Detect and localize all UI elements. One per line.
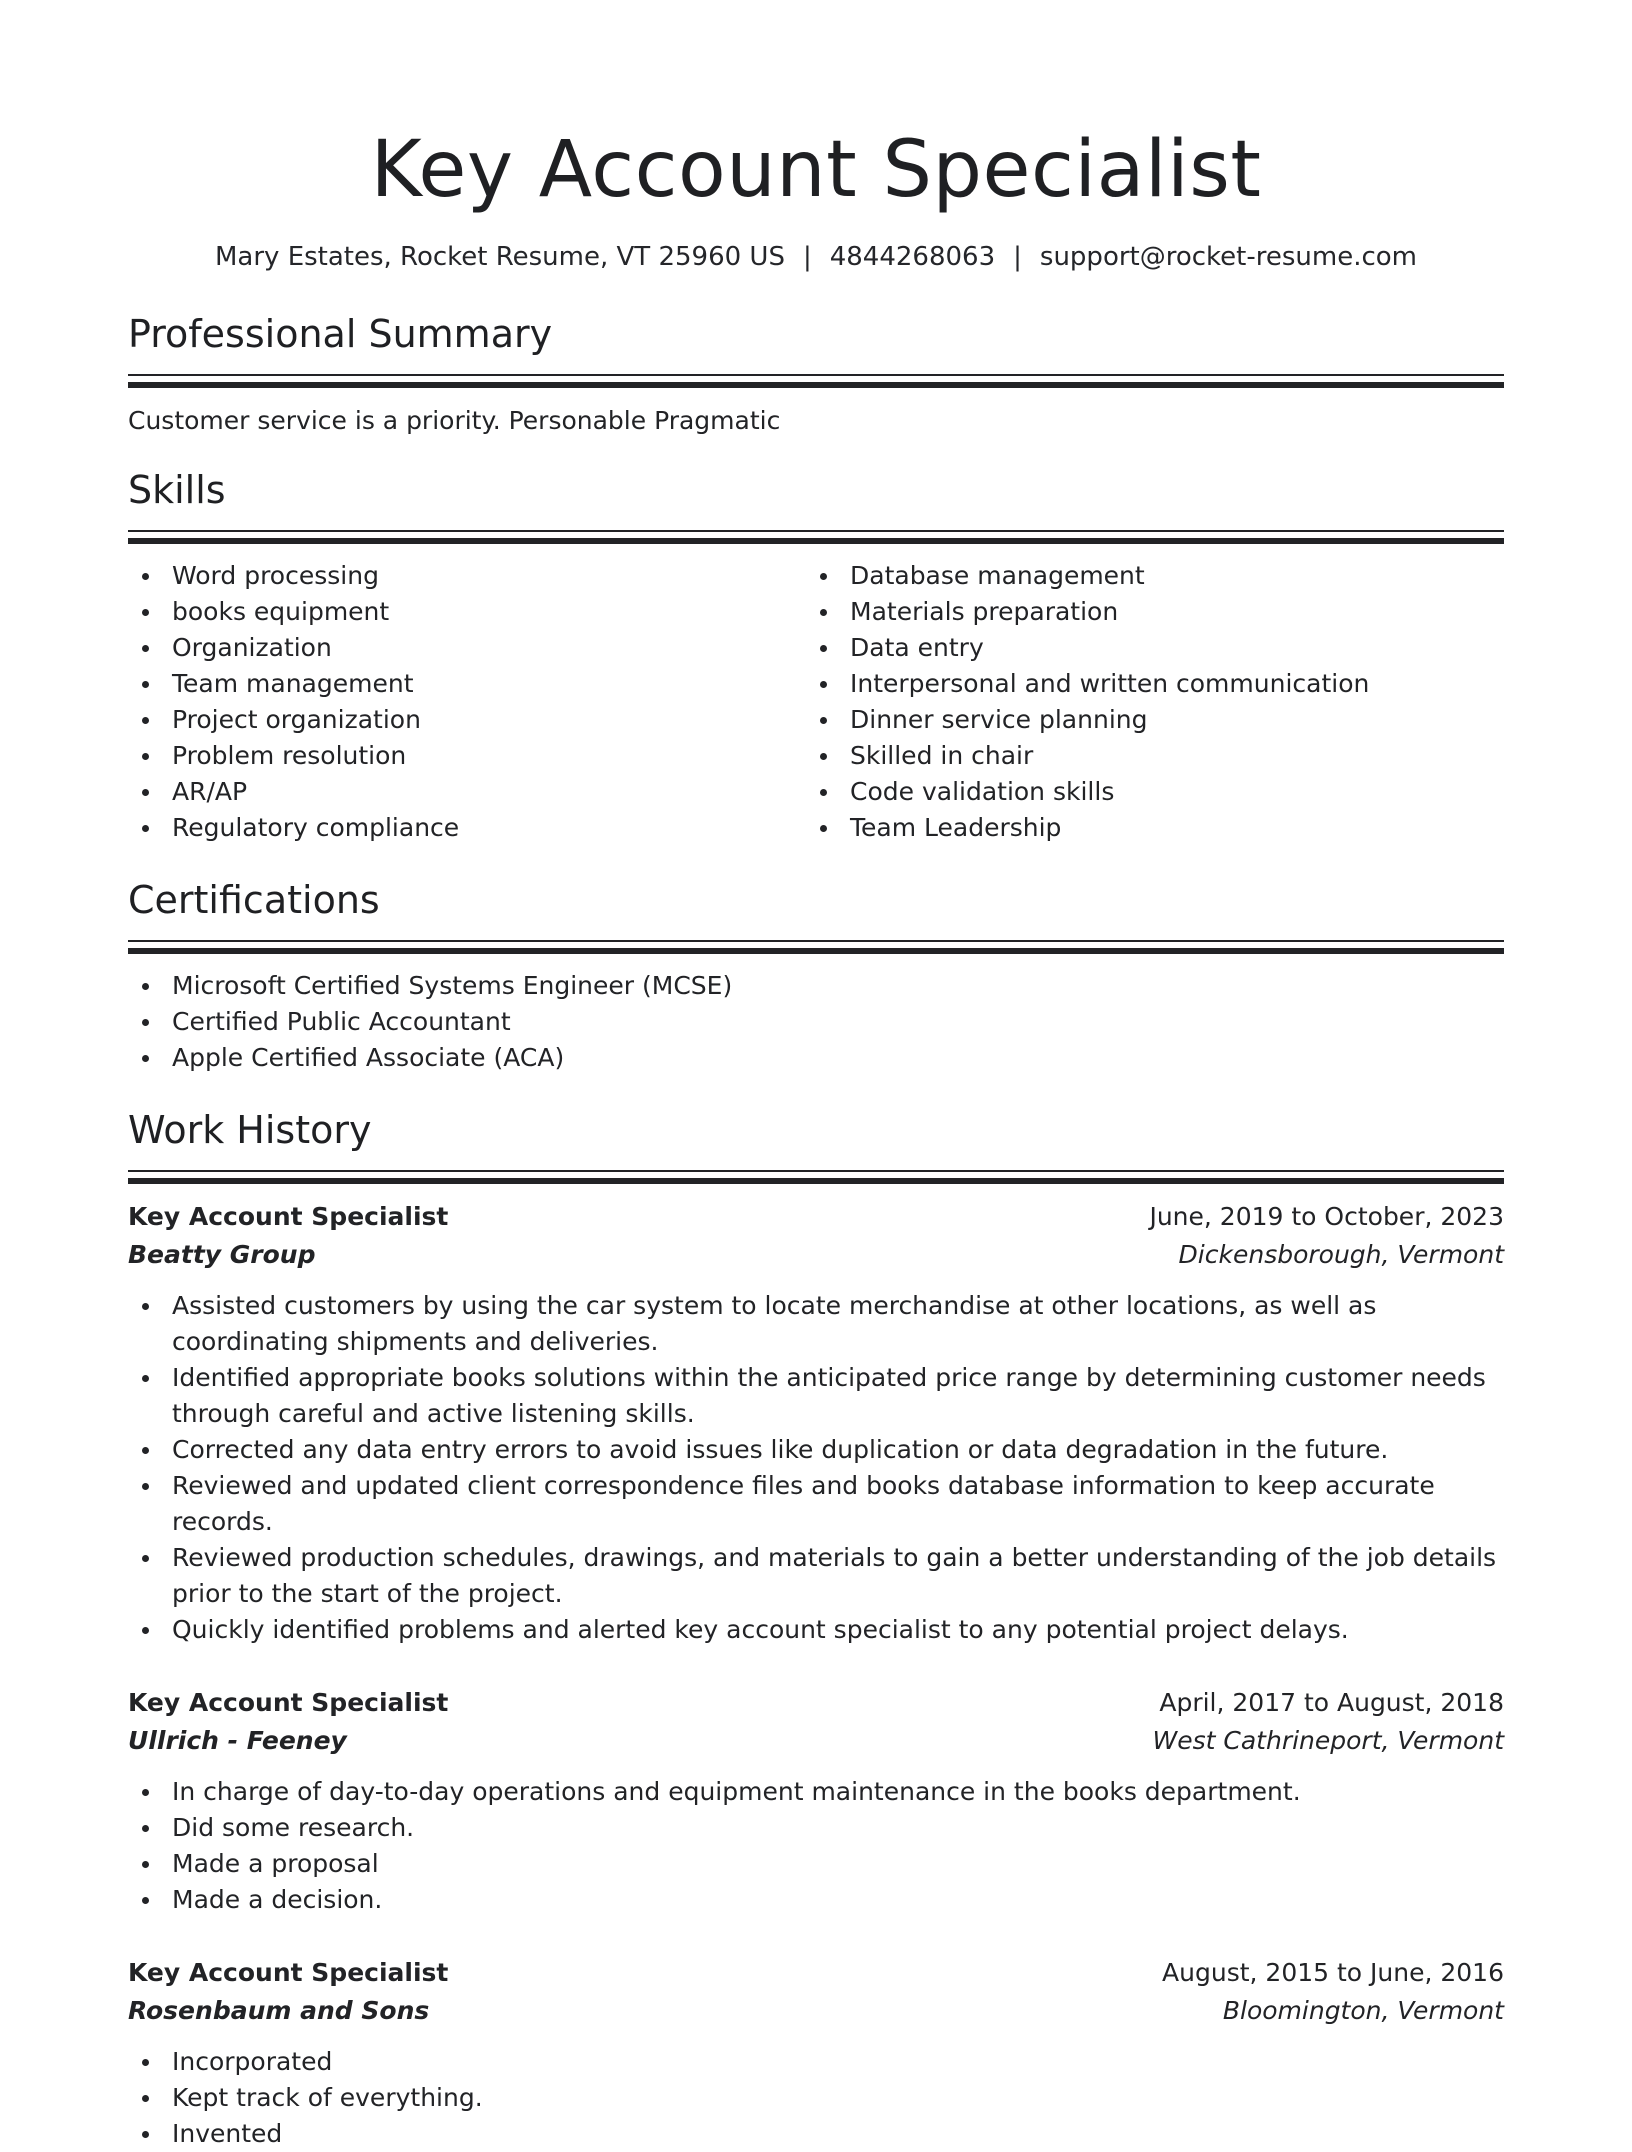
summary-heading: Professional Summary [128,312,553,356]
job-dates: June, 2019 to October, 2023 [1149,1202,1504,1231]
certifications-section [128,876,1504,1076]
skill-item: Project organization [128,702,806,738]
certification-item: Certified Public Accountant [128,1004,1504,1040]
section-rule-thick [128,1178,1504,1184]
skill-item: Team Leadership [806,810,1484,846]
skills-section [128,466,1504,846]
skills-columns [128,558,1504,846]
skill-item: Regulatory compliance [128,810,806,846]
certification-item: Microsoft Certified Systems Engineer (MCSE) [128,968,1504,1004]
section-rule-thin [128,530,1504,532]
job-entry [128,1684,1504,1918]
job-bullet: Made a proposal [128,1846,1504,1882]
job-dates: April, 2017 to August, 2018 [1159,1688,1504,1717]
section-rule-thin [128,940,1504,942]
job-bullet: Identified appropriate books solutions within the anticipated price range by determining customer needs through careful and active listening skills. [128,1360,1504,1432]
job-company: Beatty Group [128,1240,316,1269]
candidate-name: Key Account Specialist [370,125,1262,215]
job-entry [128,1954,1504,2152]
job-header-row [128,1954,1504,1992]
job-bullet: Did some research. [128,1810,1504,1846]
skills-list-left [128,558,806,846]
work-history-section [128,1106,1504,2152]
job-company-row [128,1992,1504,2030]
job-company-row [128,1236,1504,1274]
job-entry [128,1198,1504,1648]
job-bullet: Quickly identified problems and alerted key account specialist to any potential project delays. [128,1612,1504,1648]
job-bullets [128,1288,1504,1648]
job-header-row [128,1198,1504,1236]
skill-item: Skilled in chair [806,738,1484,774]
job-dates: August, 2015 to June, 2016 [1162,1958,1504,1987]
skill-item: Problem resolution [128,738,806,774]
job-title: Key Account Specialist [128,1688,449,1717]
job-bullet: Corrected any data entry errors to avoid issues like duplication or data degradation in the future. [128,1432,1504,1468]
certifications-list [128,968,1504,1076]
job-bullets [128,2044,1504,2152]
job-title: Key Account Specialist [128,1202,449,1231]
job-bullet: Incorporated [128,2044,1504,2080]
skill-item: Materials preparation [806,594,1484,630]
job-bullet: Assisted customers by using the car system to locate merchandise at other locations, as well as coordinating shipments and deliveries. [128,1288,1504,1360]
job-bullet: Kept track of everything. [128,2080,1504,2116]
skill-item: Word processing [128,558,806,594]
contact-separator: | [1013,242,1022,272]
certification-item: Apple Certified Associate (ACA) [128,1040,1504,1076]
contact-line [128,240,1504,274]
job-bullet: Reviewed production schedules, drawings, and materials to gain a better understanding of the job details prior to the start of the project. [128,1540,1504,1612]
section-rule-thin [128,1170,1504,1172]
job-title: Key Account Specialist [128,1958,449,1987]
job-bullet: Made a decision. [128,1882,1504,1918]
job-bullet: Invented [128,2116,1504,2152]
work-history-heading: Work History [128,1108,372,1152]
job-company: Ullrich - Feeney [128,1726,347,1755]
contact-separator: | [802,242,812,272]
skill-item: Dinner service planning [806,702,1484,738]
job-location: West Cathrineport, Vermont [1152,1726,1504,1755]
skills-heading: Skills [128,468,226,512]
contact-address: Mary Estates, Rocket Resume, VT 25960 US [214,242,785,272]
contact-phone: 4844268063 [829,242,996,272]
contact-email: support@rocket-resume.com [1039,242,1418,272]
job-location: Bloomington, Vermont [1222,1996,1504,2025]
skill-item: Data entry [806,630,1484,666]
section-rule-thick [128,382,1504,388]
section-rule-thick [128,538,1504,544]
summary-section [128,310,1504,438]
skill-item: Database management [806,558,1484,594]
skill-item: Organization [128,630,806,666]
section-rule-thin [128,374,1504,376]
job-bullets [128,1774,1504,1918]
job-header-row [128,1684,1504,1722]
job-location: Dickensborough, Vermont [1178,1240,1504,1269]
job-company-row [128,1722,1504,1760]
skill-item: Interpersonal and written communication [806,666,1484,702]
job-bullet: Reviewed and updated client correspondence files and books database information to keep accurate records. [128,1468,1504,1540]
skill-item: AR/AP [128,774,806,810]
resume-page [128,0,1504,2152]
section-rule-thick [128,948,1504,954]
skills-list-right [806,558,1484,846]
job-company: Rosenbaum and Sons [128,1996,430,2025]
skill-item: Team management [128,666,806,702]
summary-text: Customer service is a priority. Personable Pragmatic [128,406,781,435]
job-bullet: In charge of day-to-day operations and equipment maintenance in the books department. [128,1774,1504,1810]
skill-item: Code validation skills [806,774,1484,810]
certifications-heading: Certifications [128,878,380,922]
skill-item: books equipment [128,594,806,630]
